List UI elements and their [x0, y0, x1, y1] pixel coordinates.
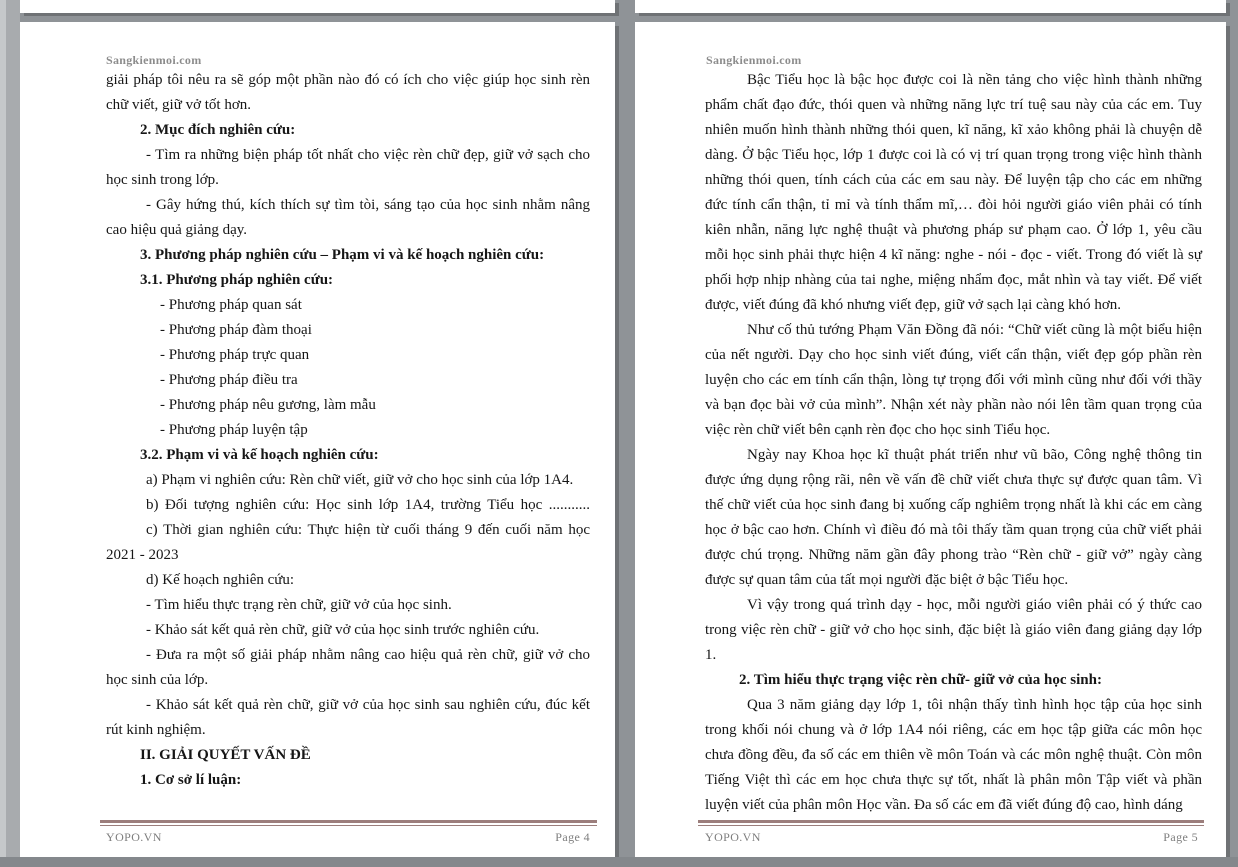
section-heading: 2. Tìm hiểu thực trạng việc rèn chữ- giữ vở của học sinh:	[739, 672, 1102, 688]
page-number-label: Page 5	[1163, 830, 1198, 844]
paragraph: c) Thời gian nghiên cứu: Thực hiện từ cuối tháng 9 đến cuối năm học 2021 - 2023	[106, 522, 590, 563]
paragraph: - Phương pháp nêu gương, làm mẫu	[160, 397, 376, 413]
paragraph: a) Phạm vi nghiên cứu: Rèn chữ viết, giữ vở cho học sinh của lớp 1A4.	[146, 472, 574, 488]
section-heading: 3. Phương pháp nghiên cứu – Phạm vi và kế hoạch nghiên cứu:	[140, 247, 545, 263]
previous-page-bottom-right	[635, 0, 1226, 13]
window-left-edge	[0, 0, 6, 867]
paragraph: giải pháp tôi nêu ra sẽ góp một phần nào đó có ích cho việc giúp học sinh rèn chữ viết, giữ vở tốt hơn.	[106, 72, 590, 113]
paragraph: Bậc Tiểu học là bậc học được coi là nền tảng cho việc hình thành những phẩm chất đạo đức, thói quen và những năng lực trí tuệ sau này của các em. Tuy nhiên muốn hình thành những thói quen, kĩ năng, kĩ xảo không phải là chuyện dễ dàng. Ở bậc Tiểu học, lớp 1 được coi là có vị trí quan trọng trong việc hình thành những thói quen, tính cách của các em sau này. Để luyện tập cho các em những đức tính cẩn thận, tỉ mỉ và tính thẩm mĩ,… đòi hỏi người giáo viên phải có tính kiên nhẫn, năng lực nghệ thuật và phương pháp sư phạm cao. Ở lớp 1, yêu cầu mỗi học sinh phải thực hiện 4 kĩ năng: nghe - nói - đọc - viết. Trong đó viết là sự phối hợp nhịp nhàng của tai nghe, miệng nhẩm đọc, mắt nhìn và tay viết. Để viết được, viết đúng đã khó nhưng viết đẹp, giữ vở sạch lại càng khó hơn.	[705, 72, 1202, 313]
section-heading: 1. Cơ sở lí luận:	[140, 772, 242, 788]
footer-divider	[100, 820, 597, 826]
paragraph: - Phương pháp đàm thoại	[160, 322, 312, 338]
paragraph: d) Kế hoạch nghiên cứu:	[146, 572, 295, 588]
paragraph: - Phương pháp trực quan	[160, 347, 310, 363]
footer-brand: YOPO.VN	[705, 830, 761, 844]
canvas-left-gutter	[6, 0, 20, 857]
paragraph: - Khảo sát kết quả rèn chữ, giữ vở của học sinh sau nghiên cứu, đúc kết rút kinh nghiệm.	[106, 697, 590, 738]
paragraph: Như cố thủ tướng Phạm Văn Đồng đã nói: “Chữ viết cũng là một biểu hiện của nết người. Dạy cho học sinh viết đúng, viết cẩn thận, viết đẹp góp phần rèn luyện cho các em tính cẩn thận, lòng tự trọng đối với mình cũng như đối với thầy và bạn đọc bài vở của mình”. Nhận xét này phần nào nói lên tầm quan trọng của việc rèn chữ viết bên cạnh rèn đọc cho học sinh Tiểu học.	[705, 322, 1202, 438]
section-heading: 3.2. Phạm vi và kế hoạch nghiên cứu:	[140, 447, 379, 463]
paragraph: - Tìm hiểu thực trạng rèn chữ, giữ vở của học sinh.	[146, 597, 452, 613]
paragraph: - Gây hứng thú, kích thích sự tìm tòi, sáng tạo của học sinh nhằm nâng cao hiệu quả giảng dạy.	[106, 197, 590, 238]
section-heading: 3.1. Phương pháp nghiên cứu:	[140, 272, 334, 288]
paragraph: b) Đối tượng nghiên cứu: Học sinh lớp 1A4, trường Tiểu học ...........	[146, 497, 590, 513]
canvas-bottom-band	[0, 857, 1238, 867]
paragraph: - Phương pháp quan sát	[160, 297, 302, 313]
paragraph: Qua 3 năm giảng dạy lớp 1, tôi nhận thấy tình hình học tập của học sinh trong khối nói chung và ở lớp 1A4 nói riêng, các em học tập giữa các môn học chưa đồng đều, đa số các em thiên về môn Toán và các môn nghệ thuật. Còn môn Tiếng Việt thì các em học chưa thực sự tốt, nhất là phân môn Tập viết và phần luyện viết của phân môn Học vần. Đa số các em đã viết đúng độ cao, hình dáng	[705, 697, 1202, 813]
document-page-5	[635, 22, 1226, 857]
page-header-watermark: Sangkienmoi.com	[106, 53, 202, 67]
previous-page-bottom-left	[20, 0, 615, 13]
section-heading: 2. Mục đích nghiên cứu:	[140, 122, 296, 138]
document-page-4	[20, 22, 615, 857]
footer-brand: YOPO.VN	[106, 830, 162, 844]
page-body	[106, 68, 590, 793]
page-number-label: Page 4	[555, 830, 590, 844]
footer-divider	[698, 820, 1204, 826]
paragraph: Vì vậy trong quá trình dạy - học, mỗi người giáo viên phải có ý thức cao trong việc rèn chữ - giữ vở cho học sinh, đặc biệt là giáo viên đang giảng dạy lớp 1.	[705, 597, 1202, 663]
paragraph: - Phương pháp luyện tập	[160, 422, 308, 438]
section-heading: II. GIẢI QUYẾT VẤN ĐỀ	[140, 747, 311, 763]
paragraph: - Phương pháp điều tra	[160, 372, 298, 388]
paragraph: - Khảo sát kết quả rèn chữ, giữ vở của học sinh trước nghiên cứu.	[146, 622, 540, 638]
paragraph: - Đưa ra một số giải pháp nhằm nâng cao hiệu quả rèn chữ, giữ vở cho học sinh của lớp.	[106, 647, 590, 688]
page-header-watermark: Sangkienmoi.com	[706, 53, 802, 67]
paragraph: - Tìm ra những biện pháp tốt nhất cho việc rèn chữ đẹp, giữ vở sạch cho học sinh trong lớp.	[106, 147, 590, 188]
page-body	[705, 68, 1202, 818]
paragraph: Ngày nay Khoa học kĩ thuật phát triển như vũ bão, Công nghệ thông tin được ứng dụng rộng rãi, nên về vấn đề chữ viết chưa thực sự được quan tâm. Vì thế chữ viết của học sinh đang bị xuống cấp nghiêm trọng nhất là khi các em càng học ở bậc cao hơn. Chính vì điều đó mà tôi thấy tầm quan trọng của chữ viết phải được chú trọng. Những năm gần đây phong trào “Rèn chữ - giữ vở” ngày càng được sự quan tâm của tất mọi người đặc biệt ở bậc Tiểu học.	[705, 447, 1202, 588]
